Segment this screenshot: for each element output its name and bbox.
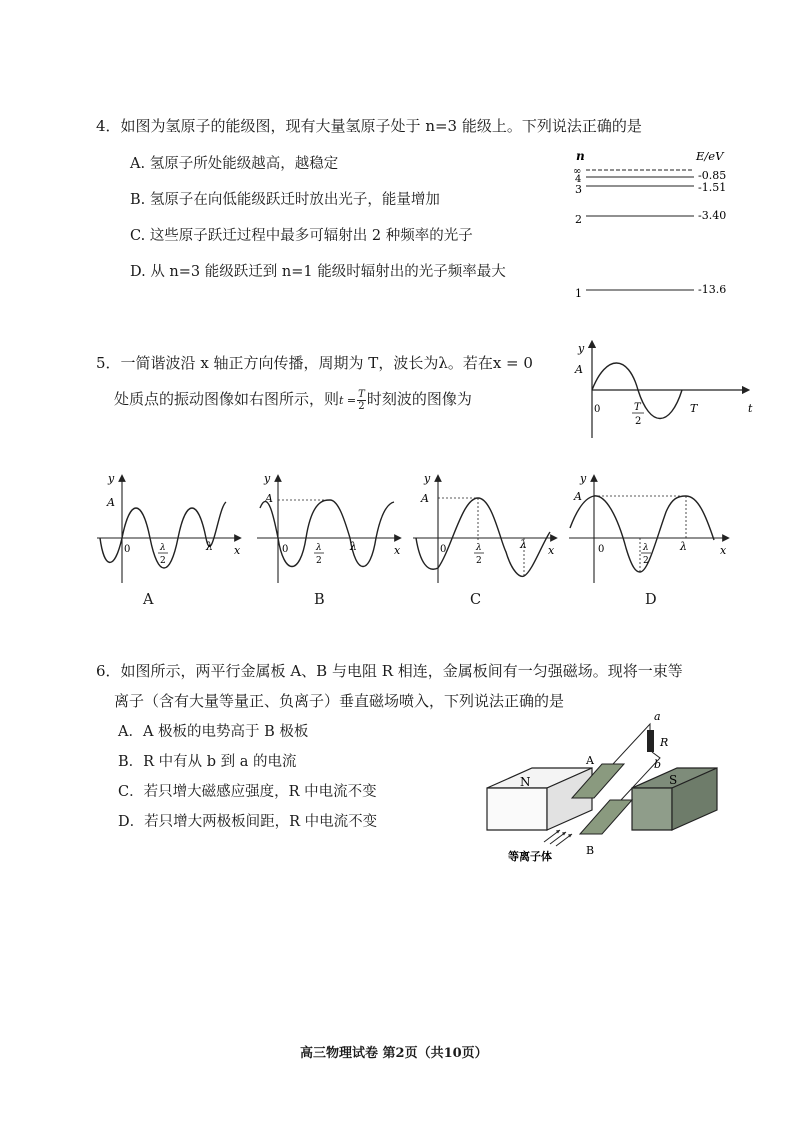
q5-vib-amplitude-label: A [575, 363, 583, 376]
q5-choice-b: B [314, 592, 325, 608]
q4-option-a: A. 氢原子所处能级越高，越稳定 [130, 156, 339, 172]
graph-c-x-label: x [548, 544, 555, 557]
graph-d-y-label: y [580, 472, 587, 485]
graph-c-lambda: λ [520, 538, 527, 551]
graph-d-origin: 0 [598, 544, 605, 555]
q5-vib-origin: 0 [594, 404, 601, 415]
q4-option-c: C. 这些原子跃迁过程中最多可辐射出 2 种频率的光子 [130, 228, 473, 244]
q5-choice-c: C [470, 592, 482, 608]
graph-d-lambda: λ [680, 540, 687, 553]
graph-d-curve [570, 496, 714, 572]
graph-d-half-lambda-den: 2 [643, 556, 649, 566]
q4-number: 4． [96, 117, 121, 135]
q4-option-b: B. 氢原子在向低能级跃迁时放出光子，能量增加 [130, 192, 440, 208]
q4-level-energy-3: -1.51 [698, 181, 727, 194]
graph-c-half-lambda-num: λ [476, 543, 482, 553]
graph-a-half-lambda-den: 2 [160, 556, 166, 566]
q6-number: 6． [96, 662, 121, 680]
point-b-label: b [654, 758, 662, 771]
q4-option-d: D. 从 n=3 能级跃迁到 n=1 能级时辐射出的光子频率最大 [130, 264, 506, 280]
graph-a-x-label: x [234, 544, 241, 557]
q6-stem-line1 [96, 660, 683, 681]
resistor [647, 730, 654, 752]
graph-d-amplitude: A [574, 490, 582, 503]
graph-c-y-label: y [424, 472, 431, 485]
graph-b-y-label: y [264, 472, 271, 485]
graph-a-half-lambda-num: λ [160, 543, 166, 553]
q4-stem [96, 115, 642, 136]
q4-n-axis-label: n [576, 149, 585, 163]
graph-a-amplitude: A [107, 496, 115, 509]
q5-wave-graph-b [252, 468, 402, 588]
q4-level-energy-4: -0.85 [698, 169, 727, 182]
plate-a-label: A [586, 754, 594, 767]
plasma-label: 等离子体 [508, 850, 552, 863]
q5-choice-a: A [143, 592, 154, 608]
graph-b-amplitude: A [265, 492, 273, 505]
q4-energy-level-diagram [566, 140, 746, 305]
north-pole-label: N [520, 775, 531, 789]
q5-wave-graph-c [408, 468, 558, 588]
graph-d-half-lambda-num: λ [643, 543, 649, 553]
q5-vib-t-label: t [748, 402, 753, 415]
graph-d-x-label: x [720, 544, 727, 557]
q6-stem-text-1: 如图所示，两平行金属板 A、B 与电阻 R 相连，金属板间有一匀强磁场。现将一束等 [120, 662, 683, 680]
q5-choice-d: D [645, 592, 657, 608]
north-magnet-front [487, 788, 547, 830]
q5-t-equals: t = [339, 394, 357, 407]
resistor-label: R [660, 736, 669, 749]
point-a-label: a [654, 710, 661, 723]
q5-stem-line2 [114, 388, 472, 412]
south-pole-label: S [669, 773, 678, 787]
q4-level-n-2: 2 [575, 213, 582, 226]
graph-a-y-label: y [108, 472, 115, 485]
q5-vib-T-label: T [690, 402, 698, 415]
q5-vib-half-T-num: T [634, 402, 641, 413]
q5-wave-graph-d [566, 468, 736, 588]
q5-half-period-fraction [357, 389, 366, 412]
q4-stem-text: 如图为氢原子的能级图，现有大量氢原子处于 n=3 能级上。下列说法正确的是 [120, 117, 642, 135]
q5-vibration-graph [570, 338, 760, 442]
q6-option-a: A．A 极板的电势高于 B 极板 [118, 724, 309, 740]
graph-b-half-lambda-num: λ [316, 543, 322, 553]
graph-b-lambda: λ [350, 540, 357, 553]
q6-option-c: C．若只增大磁感应强度，R 中电流不变 [118, 784, 377, 800]
q5-fraction-numerator: T [358, 388, 365, 400]
q4-level-n-1: 1 [575, 287, 582, 300]
graph-c-half-lambda-den: 2 [476, 556, 482, 566]
q5-vib-half-T-den: 2 [635, 416, 642, 427]
q5-stem-text-1: 一简谐波沿 x 轴正方向传播，周期为 T，波长为λ。若在x = 0 [120, 354, 533, 372]
graph-c-amplitude: A [421, 492, 429, 505]
graph-b-curve [260, 500, 394, 567]
q4-level-energy-2: -3.40 [698, 209, 727, 222]
q5-wave-graph-a [92, 468, 242, 588]
q4-level-n-inf: ∞ [573, 166, 582, 177]
q4-level-energy-1: -13.6 [698, 283, 727, 296]
graph-b-half-lambda-den: 2 [316, 556, 322, 566]
plate-b-label: B [586, 844, 595, 857]
graph-c-origin: 0 [440, 544, 447, 555]
graph-b-x-label: x [394, 544, 401, 557]
q5-vib-y-label: y [578, 342, 585, 355]
q4-level-n-3: 3 [575, 183, 582, 196]
q5-number: 5． [96, 354, 121, 372]
q5-fraction-denominator: 2 [358, 400, 365, 412]
page-footer: 高三物理试卷 第2页（共10页） [300, 1046, 488, 1061]
q5-stem-text-2a: 处质点的振动图像如右图所示，则 [114, 390, 340, 408]
graph-c-curve [416, 498, 550, 576]
q6-plasma-diagram [482, 706, 732, 870]
q6-stem-line2: 离子（含有大量等量正、负离子）垂直磁场喷入，下列说法正确的是 [114, 692, 565, 710]
south-magnet-front [632, 788, 672, 830]
q5-stem-text-2b: 时刻波的图像为 [366, 390, 472, 408]
wire-a [613, 724, 650, 764]
q5-stem-line1 [96, 352, 533, 373]
graph-b-origin: 0 [282, 544, 289, 555]
q4-energy-axis-label: E/eV [696, 149, 724, 163]
q6-option-d: D．若只增大两极板间距，R 中电流不变 [118, 814, 378, 830]
graph-a-origin: 0 [124, 544, 131, 555]
graph-a-lambda: λ [206, 540, 213, 553]
q4-level-n-4: 4 [575, 174, 582, 185]
q6-option-b: B．R 中有从 b 到 a 的电流 [118, 754, 297, 770]
